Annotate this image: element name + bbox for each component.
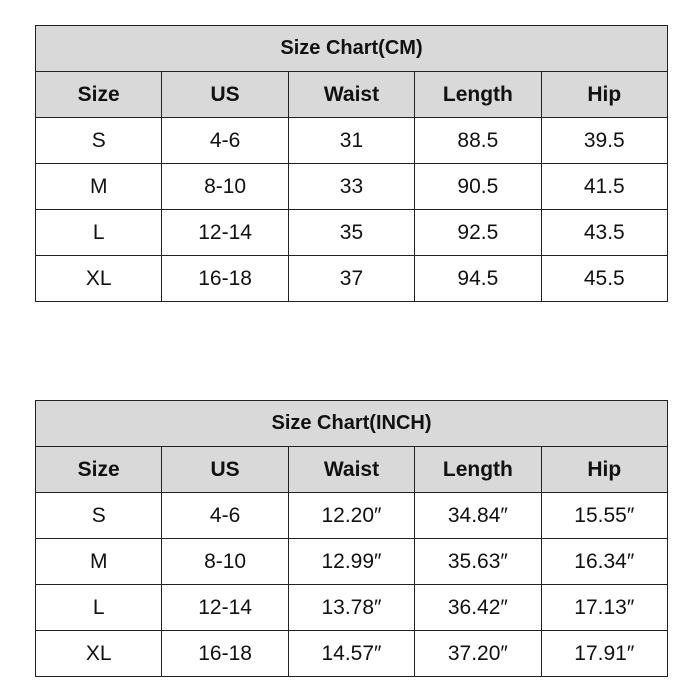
cell-us: 4-6 [162,118,288,164]
cell-hip: 17.91″ [541,631,667,677]
cell-hip: 16.34″ [541,539,667,585]
column-header-length: Length [415,72,541,118]
cell-length: 34.84″ [415,493,541,539]
header-row [36,72,668,118]
table-title: Size Chart(INCH) [36,401,668,447]
cell-waist: 14.57″ [288,631,414,677]
column-header-hip: Hip [541,72,667,118]
column-header-size: Size [36,447,162,493]
column-header-us: US [162,447,288,493]
cell-size: S [36,118,162,164]
cell-length: 36.42″ [415,585,541,631]
column-header-hip: Hip [541,447,667,493]
column-header-length: Length [415,447,541,493]
title-row [36,26,668,72]
cell-hip: 41.5 [541,164,667,210]
cell-length: 35.63″ [415,539,541,585]
table-row [36,539,668,585]
cell-hip: 43.5 [541,210,667,256]
cell-us: 4-6 [162,493,288,539]
cell-waist: 31 [288,118,414,164]
cell-size: XL [36,256,162,302]
table-row [36,256,668,302]
size-chart-inch-table [35,400,668,677]
column-header-size: Size [36,72,162,118]
cell-size: M [36,164,162,210]
table-row [36,164,668,210]
cell-us: 12-14 [162,210,288,256]
cell-waist: 37 [288,256,414,302]
table-row [36,631,668,677]
cell-hip: 17.13″ [541,585,667,631]
cell-us: 16-18 [162,631,288,677]
cell-size: L [36,210,162,256]
cell-hip: 15.55″ [541,493,667,539]
column-header-waist: Waist [288,72,414,118]
cell-length: 90.5 [415,164,541,210]
table-row [36,585,668,631]
column-header-waist: Waist [288,447,414,493]
title-row [36,401,668,447]
cell-length: 37.20″ [415,631,541,677]
header-row [36,447,668,493]
cell-us: 12-14 [162,585,288,631]
table-row [36,210,668,256]
table-title: Size Chart(CM) [36,26,668,72]
cell-waist: 12.99″ [288,539,414,585]
cell-size: S [36,493,162,539]
cell-waist: 13.78″ [288,585,414,631]
cell-us: 16-18 [162,256,288,302]
cell-us: 8-10 [162,164,288,210]
cell-size: M [36,539,162,585]
cell-hip: 45.5 [541,256,667,302]
cell-size: L [36,585,162,631]
cell-waist: 12.20″ [288,493,414,539]
table-row [36,118,668,164]
size-chart-cm-table [35,25,668,302]
cell-length: 88.5 [415,118,541,164]
cell-waist: 35 [288,210,414,256]
cell-length: 94.5 [415,256,541,302]
column-header-us: US [162,72,288,118]
cell-waist: 33 [288,164,414,210]
cell-length: 92.5 [415,210,541,256]
cell-hip: 39.5 [541,118,667,164]
table-row [36,493,668,539]
cell-size: XL [36,631,162,677]
cell-us: 8-10 [162,539,288,585]
